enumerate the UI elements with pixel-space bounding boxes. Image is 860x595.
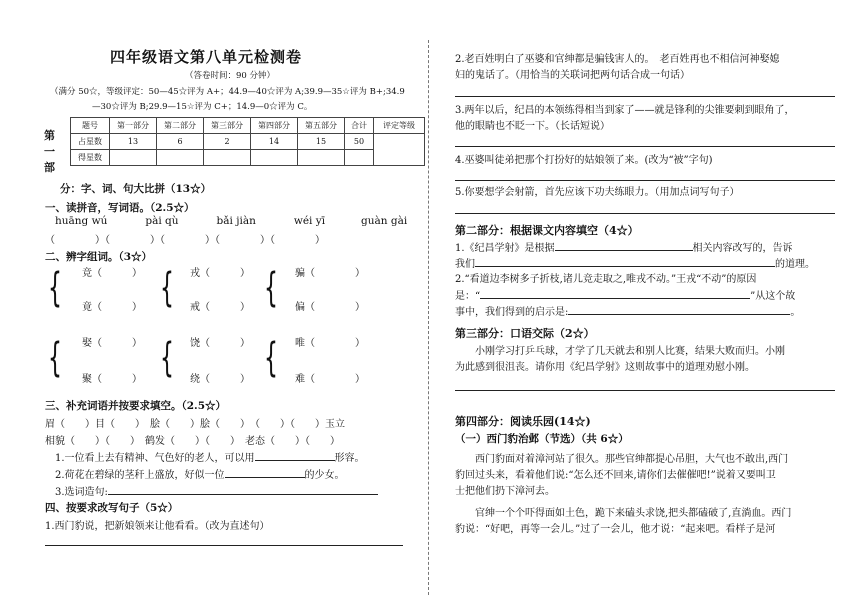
s1-end: 形容。 (334, 453, 365, 464)
q4-title: 四、按要求改写句子（5☆） (45, 502, 179, 514)
char-group-1b[interactable]: 竟（ ） (82, 302, 142, 313)
pinyin-1: huāng wú (55, 215, 108, 227)
fill: 眉（ ）目（ ） (45, 419, 140, 430)
score-table (70, 117, 425, 166)
char: 竞 (82, 268, 92, 279)
fill-sentence-1[interactable] (55, 449, 365, 464)
char: 竟 (82, 302, 92, 313)
fill-sentence-3[interactable] (55, 483, 378, 498)
input-cell[interactable] (157, 150, 204, 166)
input-cell[interactable] (298, 150, 345, 166)
part4-subtitle: （一）西门豹治邺（节选）（共 6☆） (455, 433, 629, 445)
char: 绕 (190, 374, 200, 385)
cell: 14 (251, 134, 298, 150)
p4-line3: 士把他们扔下漳河去。 (455, 486, 555, 497)
char: 饶 (190, 338, 200, 349)
th-3: 第三部分 (204, 118, 251, 134)
input-cell[interactable] (345, 150, 374, 166)
page-title: 四年级语文第八单元检测卷 (110, 48, 303, 66)
char-group-5a[interactable]: 饶（ ） (190, 338, 250, 349)
rq3-a: 3.两年以后，纪昌的本领练得相当到家了——就是锋利的尖锥要刺到眼角了， (455, 105, 795, 116)
char-group-1a[interactable]: 竞（ ） (82, 268, 142, 279)
q1-title: 一、读拼音，写词语。（2.5☆） (45, 202, 195, 214)
pinyin-5: guàn gài (361, 215, 408, 227)
p3-line1: 小刚学习打乒乓球，才学了几天就去和别人比赛，结果大败而归。小刚 (475, 346, 785, 357)
char-group-2b[interactable]: 戒（ ） (190, 302, 250, 313)
t: 事中，我们得到的启示是: (455, 307, 569, 318)
char-group-6a[interactable]: 唯（ ） (295, 338, 365, 349)
answer-line[interactable] (455, 180, 835, 181)
input-cell[interactable] (110, 150, 157, 166)
pinyin-row (55, 215, 407, 227)
char: 戒 (190, 302, 200, 313)
score-table-row-allotted (71, 134, 425, 150)
t: 我们 (455, 259, 475, 270)
cell: 50 (345, 134, 374, 150)
char-group-5b[interactable]: 绕（ ） (190, 374, 250, 385)
s3: 3.选词造句: (55, 487, 108, 498)
char: 聚 (82, 374, 92, 385)
score-table-header-row (71, 118, 425, 134)
answer-line[interactable] (455, 213, 835, 214)
input-cell[interactable] (251, 150, 298, 166)
pinyin-4: wéi yī (293, 215, 326, 227)
pinyin-answer-row[interactable]: （ ）（ ）（ ）（ ）（ ） (45, 235, 325, 246)
rq3-b: 他的眼睛也不眨一下。（长话短说） (455, 121, 610, 132)
s2-end: 的少女。 (304, 470, 345, 481)
row1-label: 占星数 (71, 134, 110, 150)
char: 娶 (82, 338, 92, 349)
cell: 6 (157, 134, 204, 150)
fill-row-2[interactable] (45, 432, 340, 447)
th-6: 合计 (345, 118, 374, 134)
part1-title: 分：字、词、句大比拼（13☆） (60, 183, 212, 195)
th-5: 第五部分 (298, 118, 345, 134)
t: 相关内容改写的，告诉 (692, 243, 793, 254)
rq4: 4.巫婆叫徒弟把那个打扮好的姑娘领了来。(改为“被”字句) (455, 155, 713, 166)
input-cell[interactable] (204, 150, 251, 166)
s1: 1.一位看上去有精神、气色好的老人，可以用 (55, 453, 255, 464)
brace-3: { (264, 265, 278, 311)
char-group-6b[interactable]: 难（ ） (295, 374, 365, 385)
t: ”从这个故 (750, 291, 796, 302)
fill: 相貌（ ）（ ） (45, 436, 135, 447)
p2-1-line2[interactable] (455, 256, 815, 273)
char-group-2a[interactable]: 戎（ ） (190, 268, 250, 279)
p4-line1: 西门豹面对着漳河站了很久。那些官绅都提心吊胆，大气也不敢出,西门 (475, 454, 789, 465)
char-group-3a[interactable]: 骗（ ） (295, 268, 365, 279)
grading-rule-2: —30☆评为 B;29.9—15☆评为 C+；14.9—0☆评为 C。 (92, 102, 313, 112)
exam-time: （答卷时间：90 分钟） (185, 71, 276, 81)
p4-line5: 豹说：“好吧，再等一会儿。”过了一会儿，他才说：“起来吧。看样子是河 (455, 524, 776, 535)
brace-1: { (48, 265, 62, 311)
pinyin-3: bǎi jiàn (216, 215, 256, 227)
q4-1: 1.西门豹说，把新娘领来让他看看。（改为直述句） (45, 521, 270, 532)
fill: 鹤发（ ）（ ） (145, 436, 235, 447)
fill: （ ）（ ）玉立 (255, 419, 345, 430)
char-group-4a[interactable]: 娶（ ） (82, 338, 142, 349)
brace-4: { (48, 335, 62, 381)
char: 偏 (295, 302, 305, 313)
t: 的道理。 (775, 259, 815, 270)
fill: 脍（ ）脍（ ） (150, 419, 245, 430)
grade-cell[interactable] (374, 134, 425, 166)
brace-6: { (264, 335, 278, 381)
fill: 老态（ ）（ ） (245, 436, 340, 447)
cell: 2 (204, 134, 251, 150)
th-4: 第四部分 (251, 118, 298, 134)
p4-line4: 官绅一个个吓得面如土色，跪下来磕头求饶,把头都磕破了,直淌血。西门 (475, 508, 792, 519)
t: 。 (790, 307, 801, 318)
q3-title: 三、补充词语并按要求填空。（2.5☆） (45, 400, 227, 412)
rq2-b: 妇的鬼话了。（用恰当的关联词把两句话合成一句话） (455, 70, 690, 81)
p2-2-line3[interactable] (455, 304, 800, 321)
th-1: 第一部分 (110, 118, 157, 134)
answer-line[interactable] (455, 96, 835, 97)
s2: 2.荷花在碧绿的茎秆上盛放，好似一位 (55, 470, 225, 481)
char: 难 (295, 374, 305, 385)
char-group-3b[interactable]: 偏（ ） (295, 302, 365, 313)
th-2: 第二部分 (157, 118, 204, 134)
pinyin-2: pài qù (145, 215, 179, 227)
part4-title: 第四部分：阅读乐园(14☆) (455, 415, 591, 428)
grading-rule-1: （满分 50☆，等级评定：50—45☆评为 A+；44.9—40☆评为 A;39.9—35☆评为 B+;34.9 (50, 87, 405, 97)
char-group-4b[interactable]: 聚（ ） (82, 374, 142, 385)
cell: 15 (298, 134, 345, 150)
char: 骗 (295, 268, 305, 279)
char: 戎 (190, 268, 200, 279)
answer-line[interactable] (455, 146, 835, 147)
rq2-a: 2.老百姓明白了巫婆和官绅都是骗钱害人的。 老百姓再也不相信河神娶媳 (455, 54, 780, 65)
score-table-row-earned (71, 150, 425, 166)
q2-title: 二、辨字组词。（3☆） (45, 251, 153, 263)
p3-line2: 为此感到很沮丧。请你用《纪昌学射》这则故事中的道理劝慰小刚。 (455, 362, 755, 373)
p2-2-line1: 2.“看道边李树多子折枝,诸儿竞走取之,唯戎不动。”王戎“不动”的原因 (455, 274, 757, 285)
cell: 13 (110, 134, 157, 150)
part2-title: 第二部分：根据课文内容填空（4☆） (455, 224, 639, 237)
right-column (432, 0, 860, 595)
row2-label: 得星数 (71, 150, 110, 166)
p4-line2: 豹回过头来，看着他们说:“怎么还不回来,请你们去催催吧!”说着又要叫卫 (455, 470, 776, 481)
brace-2: { (160, 265, 174, 311)
t: 是：“ (455, 291, 481, 302)
part1-vertical-label: 第一部 (44, 129, 55, 174)
fill-sentence-2[interactable] (55, 466, 345, 481)
rq5: 5.你要想学会射箭，首先应该下功夫练眼力。（用加点词写句子） (455, 187, 740, 198)
page-divider (428, 40, 429, 595)
th-0: 题号 (71, 118, 110, 134)
part3-title: 第三部分：口语交际（2☆） (455, 327, 595, 340)
p2-1-line1[interactable] (455, 240, 793, 257)
left-column (0, 0, 425, 595)
brace-5: { (160, 335, 174, 381)
p2-2-line2[interactable] (455, 288, 795, 305)
answer-line[interactable] (455, 390, 835, 391)
t: 1.《纪昌学射》是根据 (455, 243, 555, 254)
answer-line[interactable] (45, 545, 403, 546)
fill-row-1[interactable] (45, 415, 345, 430)
th-7: 评定等级 (374, 118, 425, 134)
char: 唯 (295, 338, 305, 349)
